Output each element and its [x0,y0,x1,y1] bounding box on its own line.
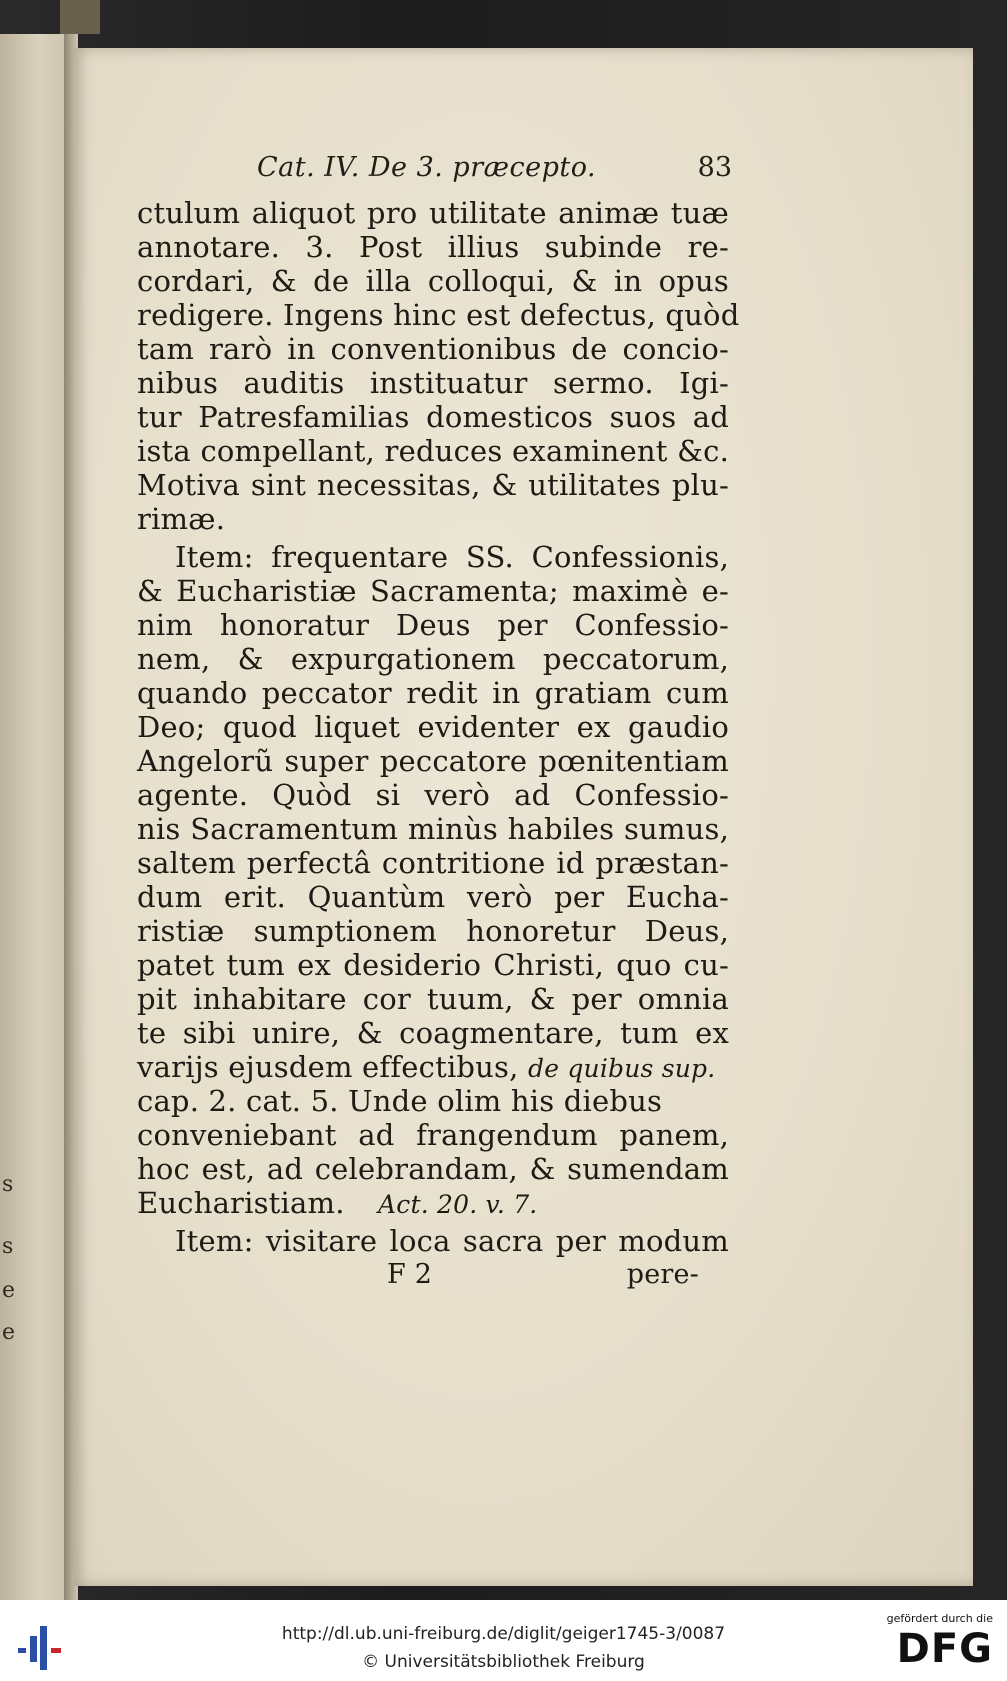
text-line [137,1050,729,1084]
text-line: annotare. 3. Post illius subinde re- [137,230,729,264]
text-line [137,1084,729,1118]
catchword: pere- [626,1259,699,1290]
text-line: hoc est, ad celebrandam, & sumendam [137,1152,729,1186]
copyright-notice: © Universitätsbibliothek Freiburg [362,1652,645,1672]
text-line: tam rarò in conventionibus de concio- [137,332,729,366]
running-head [257,150,732,190]
running-head-title: Cat. IV. De 3. præcepto. [257,152,597,183]
text-line: tur Patresfamilias domesticos suos ad [137,400,729,434]
text-line: nem, & expurgationem peccatorum, [137,642,729,676]
text-line: Item: frequentare SS. Confessionis, [175,540,729,574]
text-line: Deo; quod liquet evidenter ex gaudio [137,710,729,744]
text-line: cordari, & de illa colloqui, & in opus [137,264,729,298]
funder-caption: gefördert durch die [886,1612,993,1625]
italic-reference: Act. 20. v. 7. [378,1190,538,1219]
italic-reference: de quibus sup. [528,1054,716,1083]
text-segment: varijs ejusdem effectibus, [137,1050,519,1084]
signature-mark: F 2 [387,1259,433,1290]
text-line: pit inhabitare cor tuum, & per omnia [137,982,729,1016]
binding-top [60,0,100,34]
text-line: ristiæ sumptionem honoretur Deus, [137,914,729,948]
text-line: Motiva sint necessitas, & utilitates plu- [137,468,729,502]
text-line: ctulum aliquot pro utilitate animæ tuæ [137,196,729,230]
text-segment: Eucharistiam. [137,1186,345,1220]
text-line: redigere. Ingens hinc est defectus, quòd [137,298,740,332]
text-line [137,1186,537,1220]
text-line: Item: visitare loca sacra per modum [175,1224,729,1258]
text-segment: cap. 2. cat. 5. Unde olim his diebus [137,1084,663,1118]
text-line: dum erit. Quantùm verò per Eucha- [137,880,729,914]
text-line: nim honoratur Deus per Confessio- [137,608,729,642]
facing-page-edge [0,34,64,1600]
text-line: quando peccator redit in gratiam cum [137,676,729,710]
edge-letter: s [2,1172,14,1197]
edge-letter: e [2,1320,16,1345]
text-line: ista compellant, reduces examinent &c. [137,434,729,468]
edge-letter: e [2,1278,16,1303]
document-url[interactable]: http://dl.ub.uni-freiburg.de/diglit/geiger1745-3/0087 [281,1624,726,1644]
text-line: nibus auditis instituatur sermo. Igi- [137,366,729,400]
signature-line [137,1258,729,1292]
text-line: saltem perfectâ contritione id præstan- [137,846,729,880]
text-line: & Eucharistiæ Sacramenta; maximè e- [137,574,729,608]
text-line: Angelorũ super peccatore pœnitentiam [137,744,729,778]
dfg-logo[interactable] [886,1612,993,1674]
text-line: agente. Quòd si verò ad Confessio- [137,778,729,812]
text-line: conveniebant ad frangendum panem, [137,1118,729,1152]
text-line: te sibi unire, & coagmentare, tum ex [137,1016,729,1050]
text-line: rimæ. [137,502,226,536]
text-line: nis Sacramentum minùs habiles sumus, [137,812,729,846]
dfg-logo-text: DFG [896,1626,993,1672]
page-number: 83 [697,152,732,183]
edge-letter: s [2,1234,14,1259]
viewer-footer [0,1600,1007,1681]
text-line: patet tum ex desiderio Christi, quo cu- [137,948,729,982]
